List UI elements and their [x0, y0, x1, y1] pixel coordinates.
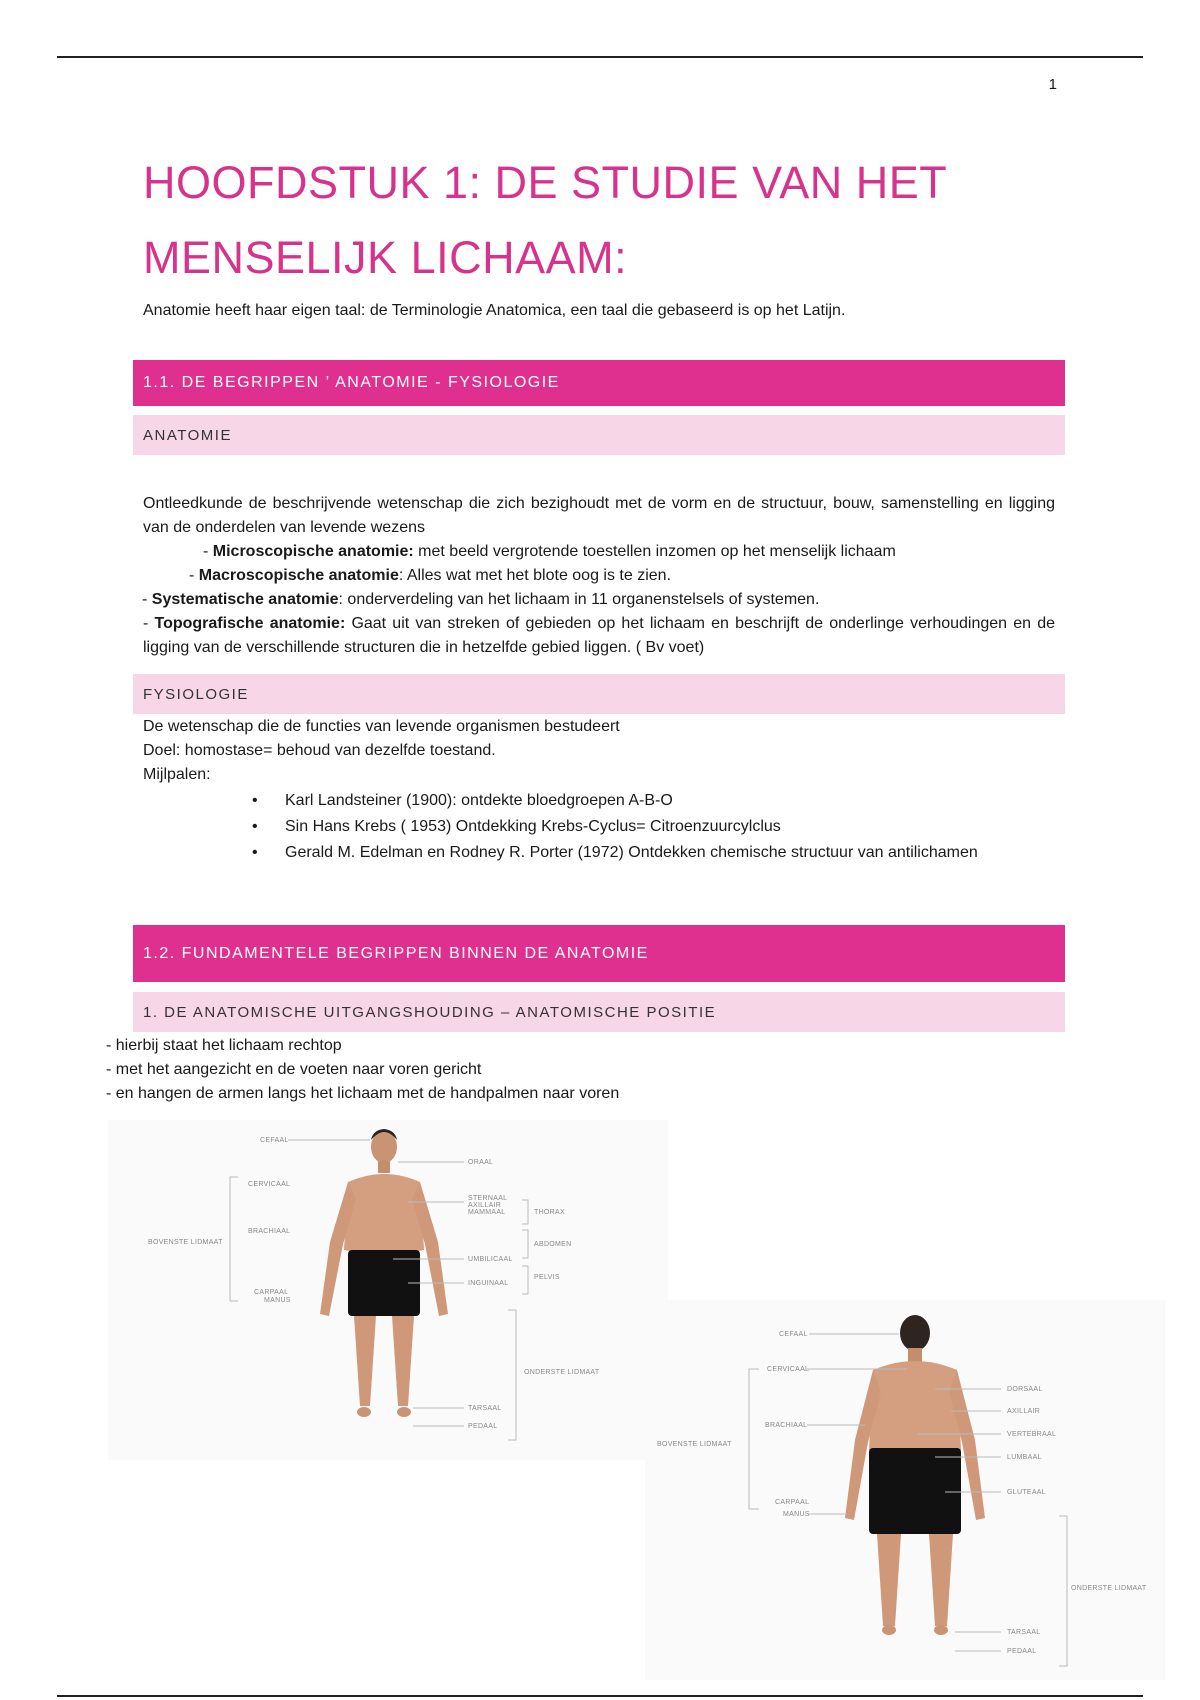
label: MANUS	[783, 1511, 810, 1518]
label: CARPAAL	[775, 1499, 810, 1506]
list-item: • Gerald M. Edelman en Rodney R. Porter (1972) Ontdekken chemische structuur van antilichamen	[143, 841, 1055, 865]
label: MAMMAAL	[468, 1209, 506, 1216]
label: CERVICAAL	[248, 1181, 291, 1188]
label: DORSAAL	[1007, 1386, 1043, 1393]
intro-text: Anatomie heeft haar eigen taal: de Terminologie Anatomica, een taal die gebaseerd is op het Latijn.	[143, 302, 846, 319]
subheading-fysiologie: FYSIOLOGIE	[133, 674, 1065, 714]
list-item: • Sin Hans Krebs ( 1953) Ontdekking Krebs-Cyclus= Citroenzuurcylclus	[143, 815, 1055, 839]
anatomy-figure-front	[108, 1120, 668, 1460]
anatomy-figure-back	[645, 1300, 1165, 1680]
item-macroscopisch: - Macroscopische anatomie: Alles wat met het blote oog is te zien.	[189, 567, 672, 584]
label: CARPAAL	[254, 1289, 289, 1296]
item-microscopisch: - Microscopische anatomie: met beeld vergrotende toestellen inzomen op het menselijk lichaam	[203, 543, 896, 560]
label: BOVENSTE LIDMAAT	[657, 1441, 732, 1448]
positie-points	[106, 1034, 1018, 1106]
label: PEDAAL	[1007, 1648, 1037, 1655]
label: AXILLAIR	[468, 1202, 502, 1209]
positie-point: - met het aangezicht en de voeten naar voren gericht	[106, 1061, 482, 1078]
positie-point: - en hangen de armen langs het lichaam met de handpalmen naar voren	[106, 1085, 620, 1102]
label: CEFAAL	[260, 1137, 289, 1144]
label: LUMBAAL	[1007, 1454, 1042, 1461]
title-line-1: HOOFDSTUK 1: DE STUDIE VAN HET	[143, 157, 948, 208]
page-number: 1	[1048, 76, 1057, 93]
label: BOVENSTE LIDMAAT	[148, 1239, 223, 1246]
section-heading-1-2: 1.2. FUNDAMENTELE BEGRIPPEN BINNEN DE ANATOMIE	[133, 925, 1065, 982]
label: AXILLAIR	[1007, 1408, 1041, 1415]
list-item: • Karl Landsteiner (1900): ontdekte bloedgroepen A-B-O	[143, 789, 1055, 813]
fysiologie-body	[143, 715, 1055, 865]
label: BRACHIAAL	[248, 1228, 291, 1235]
anatomie-definition: Ontleedkunde de beschrijvende wetenschap die zich bezighoudt met de vorm en de structuur, bouw, samenstelling en ligging van de onderdelen van levende wezens	[143, 495, 1055, 536]
title-line-2: MENSELIJK LICHAAM:	[143, 232, 628, 283]
label: UMBILICAAL	[468, 1256, 513, 1263]
label: BRACHIAAL	[765, 1422, 808, 1429]
label: CERVICAAL	[767, 1366, 810, 1373]
fysiologie-line-2: Doel: homostase= behoud van dezelfde toestand.	[143, 742, 496, 759]
label: GLUTEAAL	[1007, 1489, 1046, 1496]
label: VERTEBRAAL	[1007, 1431, 1057, 1438]
label: TARSAAL	[468, 1405, 502, 1412]
label: CEFAAL	[779, 1331, 808, 1338]
label: THORAX	[534, 1209, 565, 1216]
milestone-list	[143, 789, 1055, 865]
label: ABDOMEN	[534, 1241, 572, 1248]
subheading-anatomie: ANATOMIE	[133, 415, 1065, 455]
subheading-anatomische-positie: 1. DE ANATOMISCHE UITGANGSHOUDING – ANATOMISCHE POSITIE	[133, 992, 1065, 1032]
positie-point: - hierbij staat het lichaam rechtop	[106, 1037, 342, 1054]
label: PEDAAL	[468, 1423, 498, 1430]
label: STERNAAL	[468, 1195, 508, 1202]
label: PELVIS	[534, 1274, 560, 1281]
page-title	[143, 145, 1043, 295]
label: INGUINAAL	[468, 1280, 509, 1287]
label: ONDERSTE LIDMAAT	[524, 1369, 600, 1376]
label: ORAAL	[468, 1159, 494, 1166]
section-heading-1-1: 1.1. DE BEGRIPPEN ’ ANATOMIE - FYSIOLOGIE	[133, 360, 1065, 406]
anatomie-body	[143, 492, 1055, 660]
label: ONDERSTE LIDMAAT	[1071, 1585, 1147, 1592]
fysiologie-line-1: De wetenschap die de functies van levende organismen bestudeert	[143, 718, 620, 735]
label: MANUS	[264, 1297, 291, 1304]
bottom-rule	[57, 1695, 1143, 1697]
item-topografisch: - Topografische anatomie: Gaat uit van streken of gebieden op het lichaam en beschrijft de onderlinge verhoudingen en de ligging van de verschillende structuren die in hetzelfde gebied liggen. ( Bv voet)	[143, 615, 1055, 656]
fysiologie-line-3: Mijlpalen:	[143, 766, 211, 783]
label: TARSAAL	[1007, 1629, 1041, 1636]
item-systematisch: - Systematische anatomie: onderverdeling van het lichaam in 11 organenstelsels of systemen.	[142, 591, 820, 608]
top-rule	[57, 56, 1143, 58]
